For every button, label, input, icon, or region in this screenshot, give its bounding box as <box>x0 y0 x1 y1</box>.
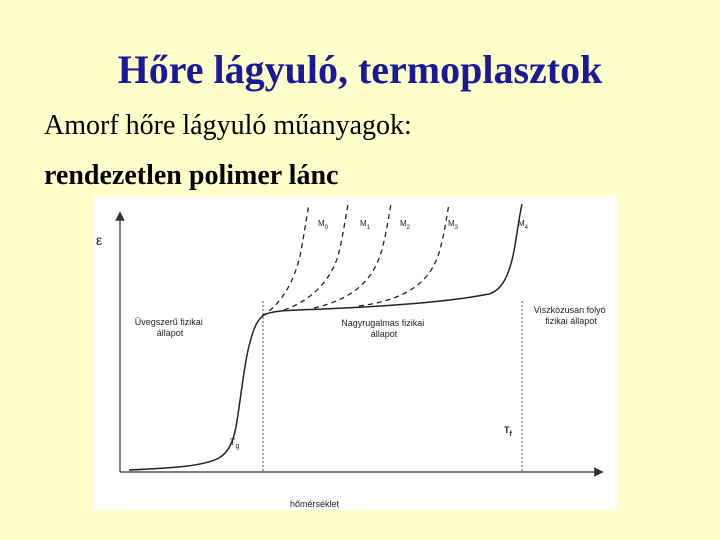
curve-label-m4: $M_4$ <box>518 219 529 231</box>
curve-m2 <box>314 204 391 308</box>
curve-m1 <box>284 204 348 310</box>
tg-label: $T_g$ <box>230 437 240 450</box>
curve-label-m3: $M_3$ <box>448 219 459 231</box>
curve-m0 <box>262 204 309 316</box>
curve-m4 <box>129 204 522 470</box>
strain-temperature-diagram <box>94 196 617 510</box>
x-axis-label: hőmérséklet <box>290 499 340 509</box>
slide-subtitle-bold: rendezetlen polimer lánc <box>44 160 339 191</box>
slide-title: Hőre lágyuló, termoplasztok <box>117 47 603 92</box>
glassy-state-label: Üvegszerű fizikai állapot <box>134 317 203 338</box>
viscous-state-label: Viszkózusan folyó fizikai állapot <box>533 305 606 326</box>
curve-label-m2: $M_2$ <box>400 219 411 231</box>
tf-label: $T_f$ <box>504 425 512 438</box>
y-axis-label: ε <box>96 232 103 248</box>
curve-label-m1: $M_1$ <box>360 219 371 231</box>
curve-label-m0: $M_0$ <box>318 219 329 231</box>
rubbery-state-label: Nagyrugalmas fizikai állapot <box>341 318 425 339</box>
diagram-svg <box>94 196 617 510</box>
slide-subtitle: Amorf hőre lágyuló műanyagok: <box>44 110 412 141</box>
